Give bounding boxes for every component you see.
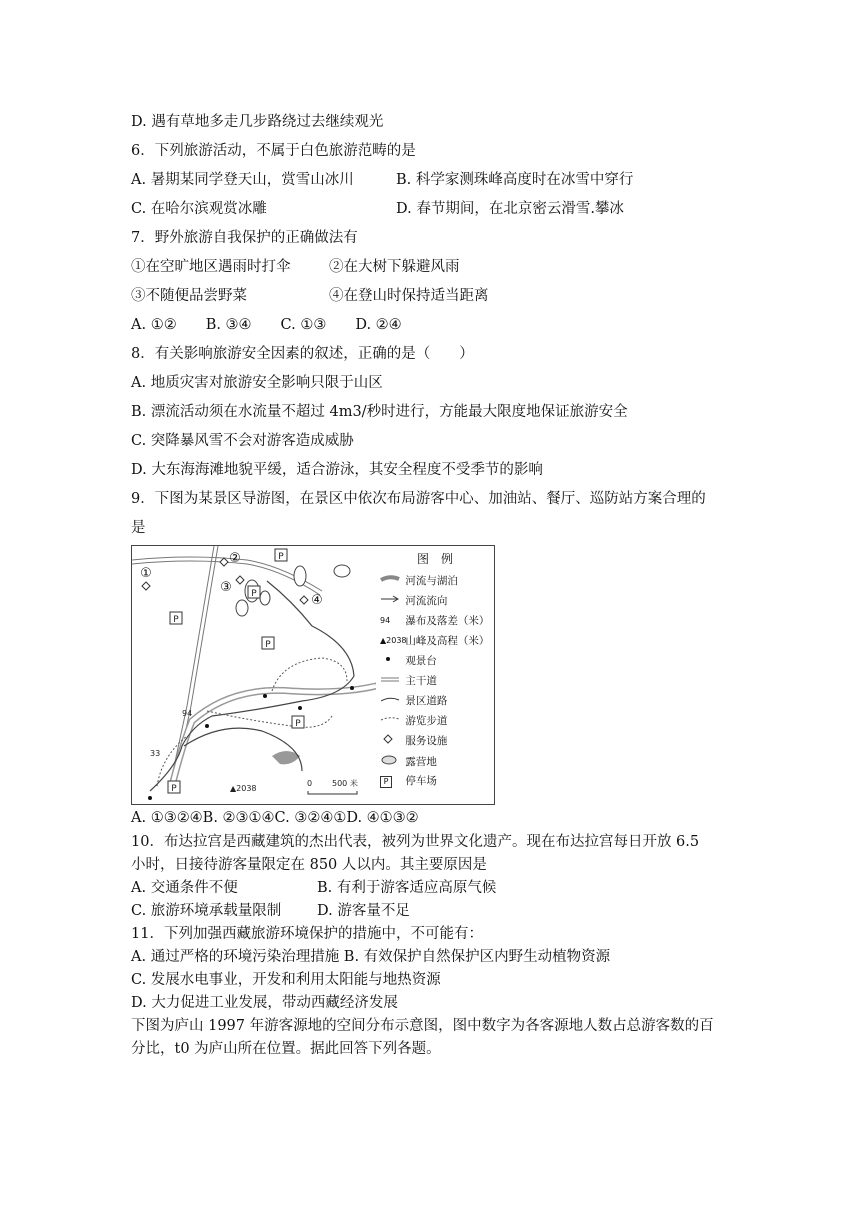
q10-option-d: D. 游客量不足 xyxy=(317,903,410,919)
q7-item-2: ②在大树下躲避风雨 xyxy=(329,259,460,275)
legend-title: 图 例 xyxy=(416,552,453,566)
q11-option-ab: A. 通过严格的环境污染治理措施 B. 有效保护自然保护区内野生动植物资源 xyxy=(131,949,611,965)
q9-stem-line2: 是 xyxy=(131,520,146,536)
legend-footpath: 游览步道 xyxy=(380,714,447,728)
q10-stem-line1: 10．布达拉宫是西藏建筑的杰出代表，被列为世界文化遗产。现在布达拉宫每日开放 6.5 xyxy=(131,834,700,850)
parking-icon: P xyxy=(380,774,402,788)
scenic-area-map xyxy=(131,545,377,805)
q6-option-b: B. 科学家测珠峰高度时在冰雪中穿行 xyxy=(396,172,634,188)
legend-parking: P 停车场 xyxy=(380,774,437,788)
q7-item-1: ①在空旷地区遇雨时打伞 xyxy=(131,259,291,275)
scale-500: 500 米 xyxy=(332,779,358,788)
site-3-label: ③ xyxy=(220,580,232,595)
legend-main-road: 主干道 xyxy=(380,674,437,688)
legend-waterfall: 94 瀑布及落差（米） xyxy=(380,615,490,627)
legend-viewpoint: 观景台 xyxy=(380,654,437,668)
footpath xyxy=(157,658,347,786)
site-2-label: ② xyxy=(229,551,241,566)
scale-bar xyxy=(308,791,357,794)
q11-stem: 11．下列加强西藏旅游环境保护的措施中，不可能有： xyxy=(131,926,483,942)
campsite-icon xyxy=(380,754,402,770)
q10-option-b: B. 有利于游客适应高原气候 xyxy=(317,880,497,896)
q9-stem-line1: 9．下图为某景区导游图，在景区中依次布局游客中心、加油站、餐厅、巡防站方案合理的 xyxy=(131,491,706,507)
q11-option-d: D. 大力促进工业发展，带动西藏经济发展 xyxy=(131,995,398,1011)
q7-item-4: ④在登山时保持适当距离 xyxy=(329,288,489,304)
q6-option-a: A. 暑期某同学登天山，赏雪山冰川 xyxy=(131,172,354,188)
parking-label: P xyxy=(171,784,177,794)
site-1-label: ① xyxy=(140,566,152,581)
q8-stem: 8．有关影响旅游安全因素的叙述，正确的是（ ） xyxy=(131,346,474,362)
q8-option-b: B. 漂流活动须在水流量不超过 4m3/秒时进行，方能最大限度地保证旅游安全 xyxy=(131,404,628,420)
q8-option-d: D. 大东海海滩地貌平缓，适合游泳，其安全程度不受季节的影响 xyxy=(131,462,543,478)
q10-option-c: C. 旅游环境承载量限制 xyxy=(131,903,282,919)
legend-service: 服务设施 xyxy=(380,734,447,748)
waterfall-33-label: 33 xyxy=(150,749,161,758)
q8-option-c: C. 突降暴风雪不会对游客造成威胁 xyxy=(131,433,354,449)
q6-option-d: D. 春节期间，在北京密云滑雪.攀冰 xyxy=(396,201,624,217)
parking-label: P xyxy=(265,640,271,650)
scale-zero: 0 xyxy=(307,779,313,788)
peak-icon: ▲2038 xyxy=(380,636,407,645)
legend-flow: 河流流向 xyxy=(380,594,447,608)
q7-stem: 7．野外旅游自我保护的正确做法有 xyxy=(131,230,358,246)
site-4-label: ④ xyxy=(311,593,323,608)
legend-scenic-road: 景区道路 xyxy=(380,694,447,708)
parking-label: P xyxy=(173,615,179,625)
intro-line1: 下图为庐山 1997 年游客源地的空间分布示意图，图中数字为各客源地人数占总游客数的百 xyxy=(131,1018,714,1034)
river-lake-icon xyxy=(380,574,402,588)
footpath-icon xyxy=(380,714,402,728)
q5-option-d: D. 遇有草地多走几步路绕过去继续观光 xyxy=(131,114,384,130)
q6-option-c: C. 在哈尔滨观赏冰雕 xyxy=(131,201,267,217)
intro-line2: 分比，t0 为庐山所在位置。据此回答下列各题。 xyxy=(131,1041,441,1057)
q9-options: A. ①③②④B. ②③①④C. ③②④①D. ④①③② xyxy=(131,810,419,826)
q11-option-c: C. 发展水电事业，开发和利用太阳能与地热资源 xyxy=(131,972,441,988)
peak-label: ▲2038 xyxy=(230,784,257,793)
flow-arrow-icon xyxy=(380,594,402,608)
service-icon xyxy=(380,734,402,748)
map-legend xyxy=(376,545,495,805)
parking-label: P xyxy=(295,719,301,729)
waterfall-94-label: 94 xyxy=(182,709,193,718)
legend-river-lake: 河流与湖泊 xyxy=(380,574,458,588)
parking-label: P xyxy=(251,589,257,599)
q7-options: A. ①② B. ③④ C. ①③ D. ②④ xyxy=(131,317,402,333)
legend-campsite: 露营地 xyxy=(380,754,437,770)
scenic-road-icon xyxy=(380,694,402,708)
q10-stem-line2: 小时，日接待游客量限定在 850 人以内。其主要原因是 xyxy=(131,857,487,873)
waterfall-icon: 94 xyxy=(380,616,391,625)
main-road-icon xyxy=(380,674,402,688)
q8-option-a: A. 地质灾害对旅游安全影响只限于山区 xyxy=(131,375,383,391)
q10-option-a: A. 交通条件不便 xyxy=(131,880,238,896)
q6-stem: 6．下列旅游活动，不属于白色旅游范畴的是 xyxy=(131,143,416,159)
parking-label: P xyxy=(278,552,284,562)
q7-item-3: ③不随便品尝野菜 xyxy=(131,288,247,304)
viewpoint-icon xyxy=(380,654,402,668)
legend-peak: ▲2038 山峰及高程（米） xyxy=(380,635,490,647)
